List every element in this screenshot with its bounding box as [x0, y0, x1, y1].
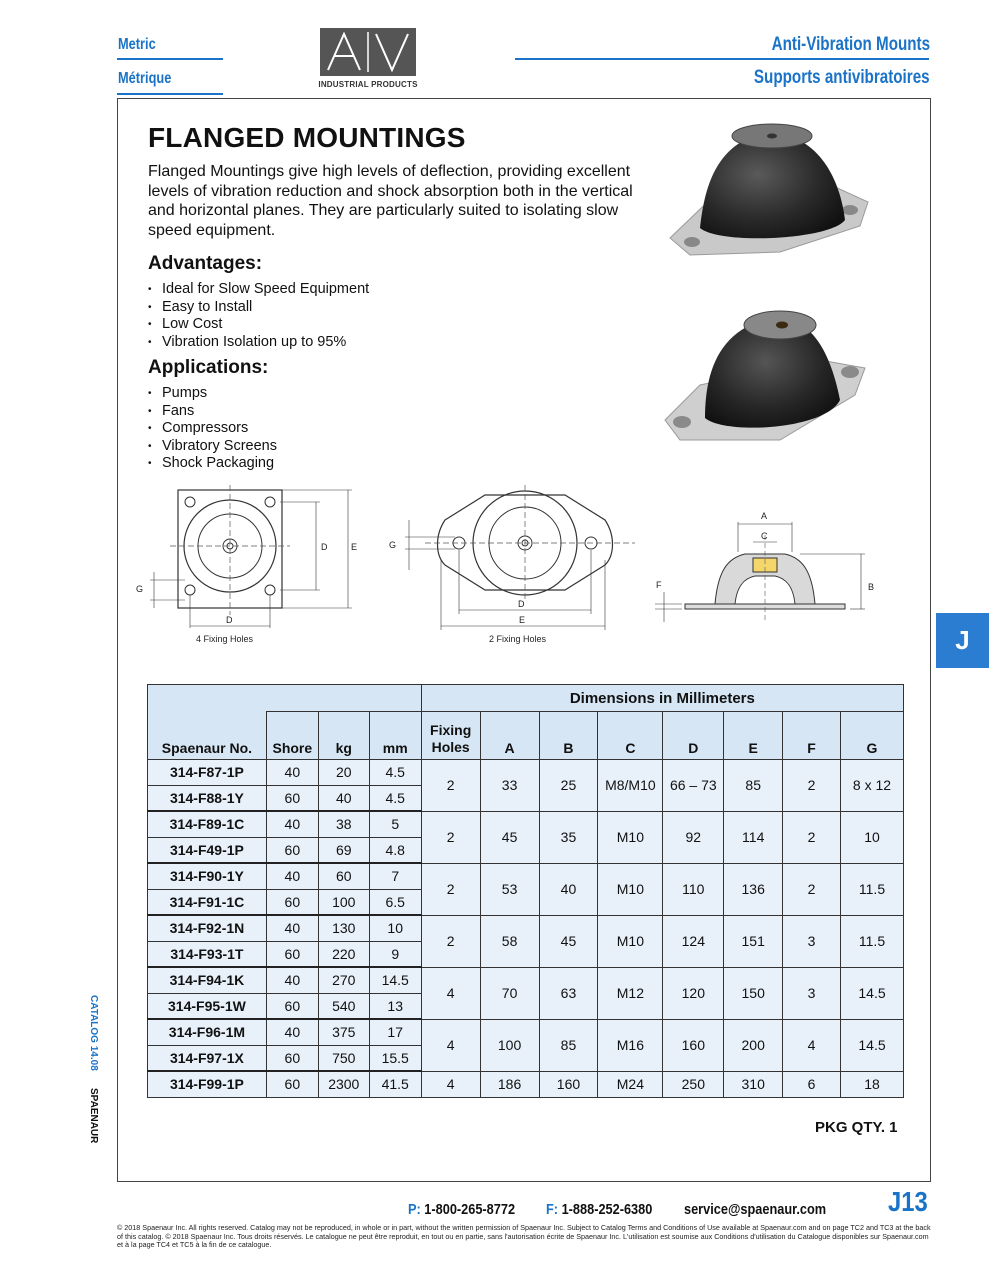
- column-header: A: [480, 712, 539, 760]
- dim-a-cell: 186: [480, 1071, 539, 1097]
- group-header: Dimensions in Millimeters: [421, 685, 903, 712]
- dim-f-cell: 6: [783, 1071, 841, 1097]
- header-metrique: Métrique: [118, 70, 172, 87]
- fixing-holes-cell: 2: [421, 915, 480, 967]
- advantages-heading: Advantages:: [148, 253, 263, 274]
- mm-cell: 15.5: [369, 1045, 421, 1071]
- mm-cell: 4.5: [369, 760, 421, 786]
- part-number: 314-F87-1P: [148, 760, 267, 786]
- column-header: B: [539, 712, 598, 760]
- dim-d-cell: 160: [663, 1019, 724, 1071]
- mm-cell: 14.5: [369, 967, 421, 993]
- dim-d-cell: 110: [663, 863, 724, 915]
- kg-cell: 540: [318, 993, 369, 1019]
- diagram-caption: 2 Fixing Holes: [489, 634, 547, 644]
- phone-label: P:: [408, 1201, 421, 1218]
- mm-cell: 7: [369, 863, 421, 889]
- shore-cell: 40: [266, 863, 318, 889]
- shore-cell: 60: [266, 785, 318, 811]
- kg-cell: 130: [318, 915, 369, 941]
- pkg-qty: PKG QTY. 1: [815, 1119, 898, 1136]
- diagram-two-holes: [385, 480, 640, 650]
- product-photo-bottom: [660, 300, 875, 450]
- page-title: FLANGED MOUNTINGS: [148, 122, 466, 153]
- footer-email[interactable]: service@spaenaur.com: [684, 1201, 827, 1218]
- mm-cell: 4.8: [369, 837, 421, 863]
- fixing-holes-cell: 4: [421, 1071, 480, 1097]
- dim-c-cell: M10: [598, 811, 663, 863]
- side-catalog: CATALOG 14.08: [88, 995, 99, 1071]
- fax-label: F:: [546, 1201, 559, 1218]
- dim-g-cell: 14.5: [841, 967, 904, 1019]
- mm-cell: 6.5: [369, 889, 421, 915]
- dim-label: G: [136, 584, 144, 594]
- part-number: 314-F96-1M: [148, 1019, 267, 1045]
- dim-e-cell: 151: [724, 915, 783, 967]
- column-header: Spaenaur No.: [148, 712, 267, 760]
- dim-c-cell: M8/M10: [598, 760, 663, 812]
- fixing-holes-cell: 2: [421, 760, 480, 812]
- av-logo: [320, 28, 416, 76]
- column-header: mm: [369, 712, 421, 760]
- blank-header: [148, 685, 422, 712]
- table-row: [148, 1019, 904, 1045]
- part-number: 314-F95-1W: [148, 993, 267, 1019]
- shore-cell: 40: [266, 915, 318, 941]
- dim-b-cell: 45: [539, 915, 598, 967]
- kg-cell: 2300: [318, 1071, 369, 1097]
- kg-cell: 20: [318, 760, 369, 786]
- phone-number: 1-800-265-8772: [424, 1201, 516, 1218]
- dim-e-cell: 200: [724, 1019, 783, 1071]
- mm-cell: 41.5: [369, 1071, 421, 1097]
- header-rule-right: [515, 58, 929, 60]
- part-number: 314-F89-1C: [148, 811, 267, 837]
- dim-b-cell: 25: [539, 760, 598, 812]
- dim-label: F: [656, 580, 662, 590]
- dim-c-cell: M10: [598, 915, 663, 967]
- dim-d-cell: 124: [663, 915, 724, 967]
- mm-cell: 17: [369, 1019, 421, 1045]
- dim-e-cell: 136: [724, 863, 783, 915]
- list-item: • Compressors: [148, 420, 277, 438]
- dim-f-cell: 4: [783, 1019, 841, 1071]
- dim-e-cell: 85: [724, 760, 783, 812]
- dim-e-cell: 310: [724, 1071, 783, 1097]
- part-number: 314-F49-1P: [148, 837, 267, 863]
- dim-g-cell: 14.5: [841, 1019, 904, 1071]
- list-item: • Low Cost: [148, 316, 369, 334]
- part-number: 314-F97-1X: [148, 1045, 267, 1071]
- header-anti-vibration: Anti-Vibration Mounts: [771, 34, 930, 55]
- dim-b-cell: 40: [539, 863, 598, 915]
- kg-cell: 270: [318, 967, 369, 993]
- dim-f-cell: 3: [783, 967, 841, 1019]
- header-supports: Supports antivibratoires: [754, 67, 930, 88]
- applications-list: [148, 385, 277, 473]
- shore-cell: 40: [266, 967, 318, 993]
- list-item: • Shock Packaging: [148, 455, 277, 473]
- logo-subtitle: INDUSTRIAL PRODUCTS: [318, 80, 418, 89]
- dim-a-cell: 33: [480, 760, 539, 812]
- section-tab-j: J: [936, 613, 989, 668]
- dim-label: D: [226, 615, 233, 625]
- kg-cell: 60: [318, 863, 369, 889]
- dim-b-cell: 160: [539, 1071, 598, 1097]
- shore-cell: 60: [266, 1045, 318, 1071]
- kg-cell: 100: [318, 889, 369, 915]
- part-number: 314-F99-1P: [148, 1071, 267, 1097]
- advantages-list: [148, 281, 369, 351]
- kg-cell: 40: [318, 785, 369, 811]
- table-row: [148, 967, 904, 993]
- shore-cell: 60: [266, 837, 318, 863]
- list-item: • Easy to Install: [148, 299, 369, 317]
- part-number: 314-F92-1N: [148, 915, 267, 941]
- part-number: 314-F88-1Y: [148, 785, 267, 811]
- dim-label: D: [321, 542, 328, 552]
- list-item: • Fans: [148, 403, 277, 421]
- mm-cell: 9: [369, 941, 421, 967]
- kg-cell: 220: [318, 941, 369, 967]
- kg-cell: 69: [318, 837, 369, 863]
- part-number: 314-F91-1C: [148, 889, 267, 915]
- table-row: [148, 811, 904, 837]
- dim-label: A: [761, 511, 768, 521]
- applications-heading: Applications:: [148, 357, 269, 378]
- dim-c-cell: M16: [598, 1019, 663, 1071]
- dim-d-cell: 92: [663, 811, 724, 863]
- column-header: F: [783, 712, 841, 760]
- dim-e-cell: 114: [724, 811, 783, 863]
- kg-cell: 750: [318, 1045, 369, 1071]
- part-number: 314-F90-1Y: [148, 863, 267, 889]
- column-header: E: [724, 712, 783, 760]
- dim-c-cell: M10: [598, 863, 663, 915]
- dim-f-cell: 3: [783, 915, 841, 967]
- dim-d-cell: 120: [663, 967, 724, 1019]
- shore-cell: 40: [266, 811, 318, 837]
- fixing-holes-cell: 2: [421, 811, 480, 863]
- shore-cell: 60: [266, 941, 318, 967]
- list-item: • Vibratory Screens: [148, 438, 277, 456]
- dim-a-cell: 100: [480, 1019, 539, 1071]
- dim-g-cell: 11.5: [841, 915, 904, 967]
- dim-f-cell: 2: [783, 811, 841, 863]
- column-header: kg: [318, 712, 369, 760]
- dim-c-cell: M24: [598, 1071, 663, 1097]
- dim-label: E: [519, 615, 526, 625]
- dim-b-cell: 63: [539, 967, 598, 1019]
- fixing-holes-cell: 2: [421, 863, 480, 915]
- dim-g-cell: 11.5: [841, 863, 904, 915]
- product-photo-top: [660, 120, 875, 260]
- mm-cell: 13: [369, 993, 421, 1019]
- mm-cell: 10: [369, 915, 421, 941]
- footer-phone: [408, 1201, 515, 1218]
- dim-a-cell: 45: [480, 811, 539, 863]
- av-logo-icon: [320, 28, 416, 76]
- part-number: 314-F94-1K: [148, 967, 267, 993]
- shore-cell: 60: [266, 993, 318, 1019]
- dim-a-cell: 70: [480, 967, 539, 1019]
- table-row: [148, 760, 904, 786]
- list-item: • Ideal for Slow Speed Equipment: [148, 281, 369, 299]
- dim-f-cell: 2: [783, 863, 841, 915]
- header-rule-left-top: [117, 58, 223, 60]
- dim-a-cell: 53: [480, 863, 539, 915]
- shore-cell: 60: [266, 1071, 318, 1097]
- dim-g-cell: 18: [841, 1071, 904, 1097]
- dim-b-cell: 35: [539, 811, 598, 863]
- column-header: Fixing Holes: [421, 712, 480, 760]
- part-number: 314-F93-1T: [148, 941, 267, 967]
- fax-number: 1-888-252-6380: [561, 1201, 653, 1218]
- shore-cell: 40: [266, 760, 318, 786]
- kg-cell: 38: [318, 811, 369, 837]
- fixing-holes-cell: 4: [421, 967, 480, 1019]
- page-number: J13: [888, 1186, 928, 1217]
- legal-text: © 2018 Spaenaur Inc. All rights reserved. Catalog may not be reproduced, in whole or in part, without the written permission of Spaenaur Inc. Subject to Catalog Terms and Conditions of Use available at Spaenaur.com and on page TC2 and TC3 at the back of this catalog. © 2018 Spaenaur Inc. Tous droits réservés. Le catalogue ne peut être reproduit, en tout ou en partie, sans l'autorisation écrite de Spaenaur Inc. L'utilisation est soumise aux Conditions d'utilisation du Catalogue disponibles sur Spaenaur.com et à la page TC4 et TC5 à la fin de ce catalogue.: [117, 1223, 931, 1250]
- dim-d-cell: 250: [663, 1071, 724, 1097]
- dim-label: B: [868, 582, 875, 592]
- dim-d-cell: 66 – 73: [663, 760, 724, 812]
- header-metric: Metric: [118, 36, 156, 53]
- diagram-four-holes: [130, 480, 370, 650]
- dim-g-cell: 8 x 12: [841, 760, 904, 812]
- dim-e-cell: 150: [724, 967, 783, 1019]
- fixing-holes-cell: 4: [421, 1019, 480, 1071]
- shore-cell: 60: [266, 889, 318, 915]
- column-header: G: [841, 712, 904, 760]
- header-rule-left-bottom: [117, 93, 223, 95]
- dim-b-cell: 85: [539, 1019, 598, 1071]
- dim-label: E: [351, 542, 358, 552]
- dim-a-cell: 58: [480, 915, 539, 967]
- list-item: • Vibration Isolation up to 95%: [148, 334, 369, 352]
- side-brand: SPAENAUR: [88, 1088, 99, 1144]
- dim-label: D: [518, 599, 525, 609]
- footer-fax: [546, 1201, 652, 1218]
- kg-cell: 375: [318, 1019, 369, 1045]
- mm-cell: 4.5: [369, 785, 421, 811]
- dim-label: C: [761, 531, 768, 541]
- column-header: C: [598, 712, 663, 760]
- dim-label: G: [389, 540, 397, 550]
- list-item: • Pumps: [148, 385, 277, 403]
- table-row: [148, 1071, 904, 1097]
- mm-cell: 5: [369, 811, 421, 837]
- table-row: [148, 863, 904, 889]
- column-header: D: [663, 712, 724, 760]
- diagram-caption: 4 Fixing Holes: [196, 634, 254, 644]
- dim-c-cell: M12: [598, 967, 663, 1019]
- diagram-section: [650, 500, 880, 635]
- dim-g-cell: 10: [841, 811, 904, 863]
- column-header: Shore: [266, 712, 318, 760]
- shore-cell: 40: [266, 1019, 318, 1045]
- table-row: [148, 915, 904, 941]
- dimensions-table: [147, 684, 904, 1098]
- dim-f-cell: 2: [783, 760, 841, 812]
- intro-text: Flanged Mountings give high levels of deflection, providing excellent levels of vibration reduction and shock absorption both in the vertical and horizontal planes. They are particularly suited to isolating slow speed equipment.: [148, 163, 633, 239]
